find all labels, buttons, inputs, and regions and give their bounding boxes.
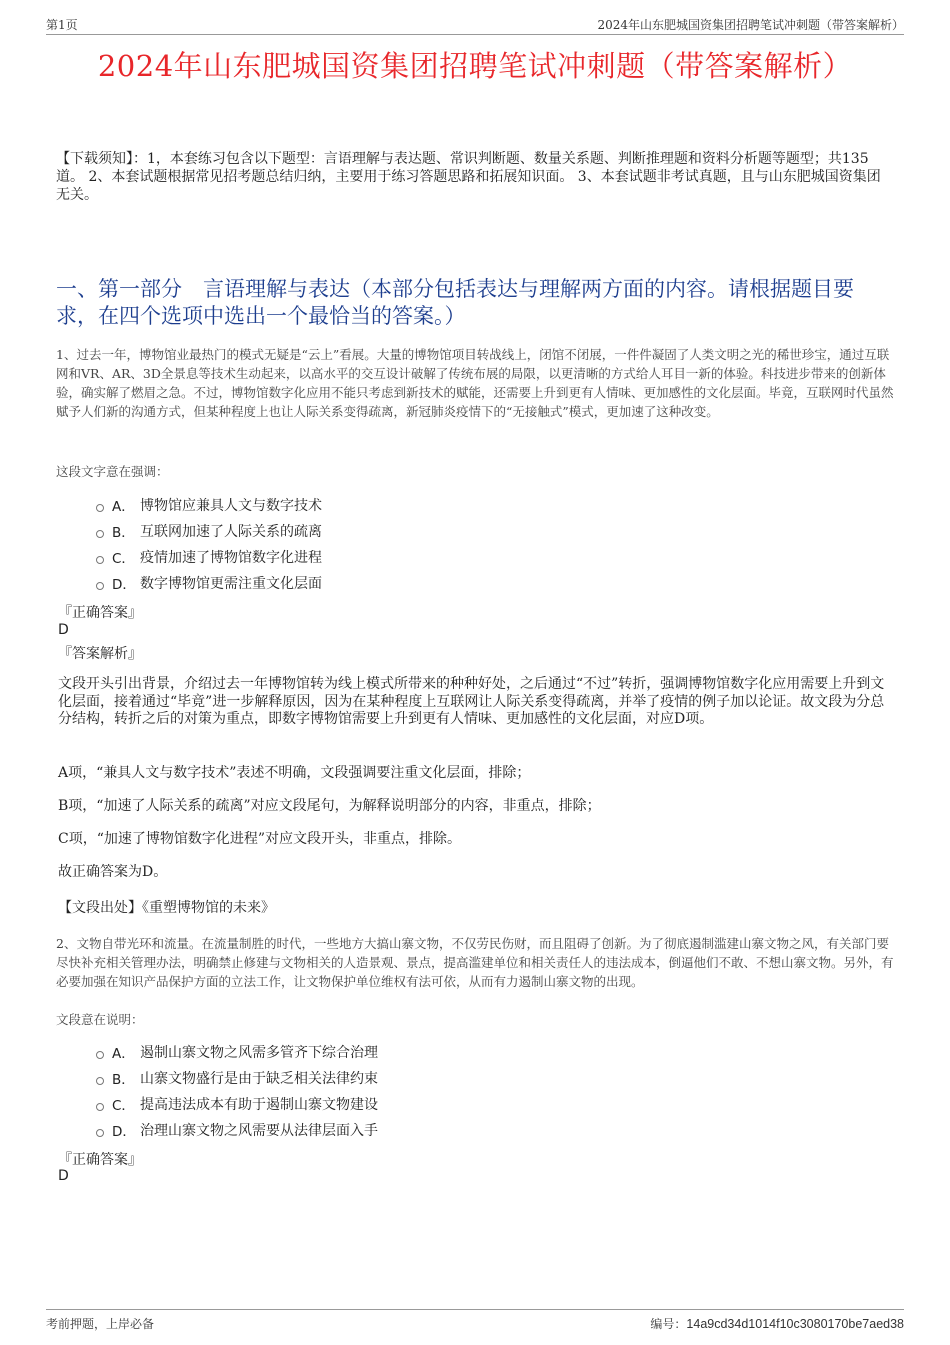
question-1-analysis-para-4: C项，“加速了博物馆数字化进程”对应文段开头，非重点，排除。 — [58, 831, 462, 847]
question-2-options — [96, 1039, 378, 1143]
question-1-analysis-para-5: 故正确答案为D。 — [58, 864, 168, 880]
footer-code: 编号：14a9cd34d1014f10c3080170be7aed38 — [650, 1317, 904, 1331]
question-1-source: 【文段出处】《重塑博物馆的未来》 — [58, 900, 275, 916]
question-1-option-a[interactable]: A． 博物馆应兼具人文与数字技术 — [96, 492, 322, 518]
page-header — [46, 14, 904, 35]
page-footer — [46, 1309, 904, 1332]
radio-icon[interactable] — [96, 1077, 104, 1085]
radio-icon[interactable] — [96, 1103, 104, 1111]
question-1-option-d[interactable]: D． 数字博物馆更需注重文化层面 — [96, 570, 322, 596]
question-1-answer-tag: 『正确答案』 — [58, 605, 142, 621]
question-2-prompt: 文段意在说明： — [56, 1012, 144, 1027]
header-doc-title: 2024年山东肥城国资集团招聘笔试冲刺题（带答案解析） — [597, 18, 904, 32]
question-1-option-b[interactable]: B． 互联网加速了人际关系的疏离 — [96, 518, 322, 544]
download-notice: 【下载须知】：1，本套练习包含以下题型：言语理解与表达题、常识判断题、数量关系题、判断推理题和资料分析题等题型；共135道。 2、本套试题根据常见招考题总结归纳，主要用于练习答题思路和拓展知识面。 3、本套试题非考试真题，且与山东肥城国资集团无关。 — [56, 151, 881, 203]
question-1-analysis-para-3: B项，“加速了人际关系的疏离”对应文段尾句，为解释说明部分的内容，非重点，排除； — [58, 798, 601, 814]
question-1-text: 1、过去一年，博物馆业最热门的模式无疑是“云上”看展。大量的博物馆项目转战线上，闭馆不闭展，一件件凝固了人类文明之光的稀世珍宝，通过互联网和VR、AR、3D全景息等技术生动起来，以高水平的交互设计破解了传统布展的局限，以更清晰的方式给人耳目一新的体验。科技进步带来的创新体验，确实解了燃眉之急。不过，博物馆数字化应用不能只考虑到新技术的赋能，还需要上升到更有人情味、更加感性的文化层面。毕竟，互联网时代虽然赋予人们新的沟通方式，但某种程度上也让人际关系变得疏离，新冠肺炎疫情下的“无接触式”模式，更加速了这种改变。 — [56, 347, 894, 419]
question-2-option-c[interactable]: C． 提高违法成本有助于遏制山寨文物建设 — [96, 1091, 378, 1117]
page-number: 第1页 — [46, 18, 78, 32]
question-2-answer: D — [58, 1168, 69, 1184]
question-2-option-a[interactable]: A． 遏制山寨文物之风需多管齐下综合治理 — [96, 1039, 378, 1065]
section-heading: 一、第一部分 言语理解与表达（本部分包括表达与理解两方面的内容。请根据题目要求，在四个选项中选出一个最恰当的答案。） — [56, 277, 854, 328]
question-2-answer-tag: 『正确答案』 — [58, 1152, 142, 1168]
question-2-option-b[interactable]: B． 山寨文物盛行是由于缺乏相关法律约束 — [96, 1065, 378, 1091]
radio-icon[interactable] — [96, 504, 104, 512]
document-title: 2024年山东肥城国资集团招聘笔试冲刺题（带答案解析） — [97, 49, 853, 83]
question-2-option-d[interactable]: D． 治理山寨文物之风需要从法律层面入手 — [96, 1117, 378, 1143]
question-2-text: 2、文物自带光环和流量。在流量制胜的时代，一些地方大搞山寨文物，不仅劳民伤财，而且阻碍了创新。为了彻底遏制滥建山寨文物之风，有关部门要尽快补充相关管理办法，明确禁止修建与文物相关的人造景观、景点，提高滥建单位和相关责任人的违法成本，倒逼他们不敢、不想山寨文物。另外，有必要加强在知识产品保护方面的立法工作，让文物保护单位维权有法可依，从而有力遏制山寨文物的出现。 — [56, 936, 894, 989]
radio-icon[interactable] — [96, 530, 104, 538]
question-1-analysis-para-1: 文段开头引出背景，介绍过去一年博物馆转为线上模式所带来的种种好处，之后通过“不过”转折，强调博物馆数字化应用需要上升到文化层面，接着通过“毕竟”进一步解释原因，因为在某种程度上互联网让人际关系变得疏离，并举了疫情的例子加以论证。故文段为分总分结构，转折之后的对策为重点，即数字博物馆需要上升到更有人情味、更加感性的文化层面，对应D项。 — [58, 676, 885, 727]
question-1-options — [96, 492, 322, 596]
radio-icon[interactable] — [96, 582, 104, 590]
radio-icon[interactable] — [96, 1129, 104, 1137]
question-1-option-c[interactable]: C． 疫情加速了博物馆数字化进程 — [96, 544, 322, 570]
question-1-answer: D — [58, 622, 69, 638]
radio-icon[interactable] — [96, 556, 104, 564]
question-1-analysis-para-2: A项，“兼具人文与数字技术”表述不明确，文段强调要注重文化层面，排除； — [58, 765, 531, 781]
question-1-analysis-tag: 『答案解析』 — [58, 646, 142, 662]
question-1-prompt: 这段文字意在强调： — [56, 464, 169, 479]
radio-icon[interactable] — [96, 1051, 104, 1059]
footer-slogan: 考前押题，上岸必备 — [46, 1317, 155, 1331]
